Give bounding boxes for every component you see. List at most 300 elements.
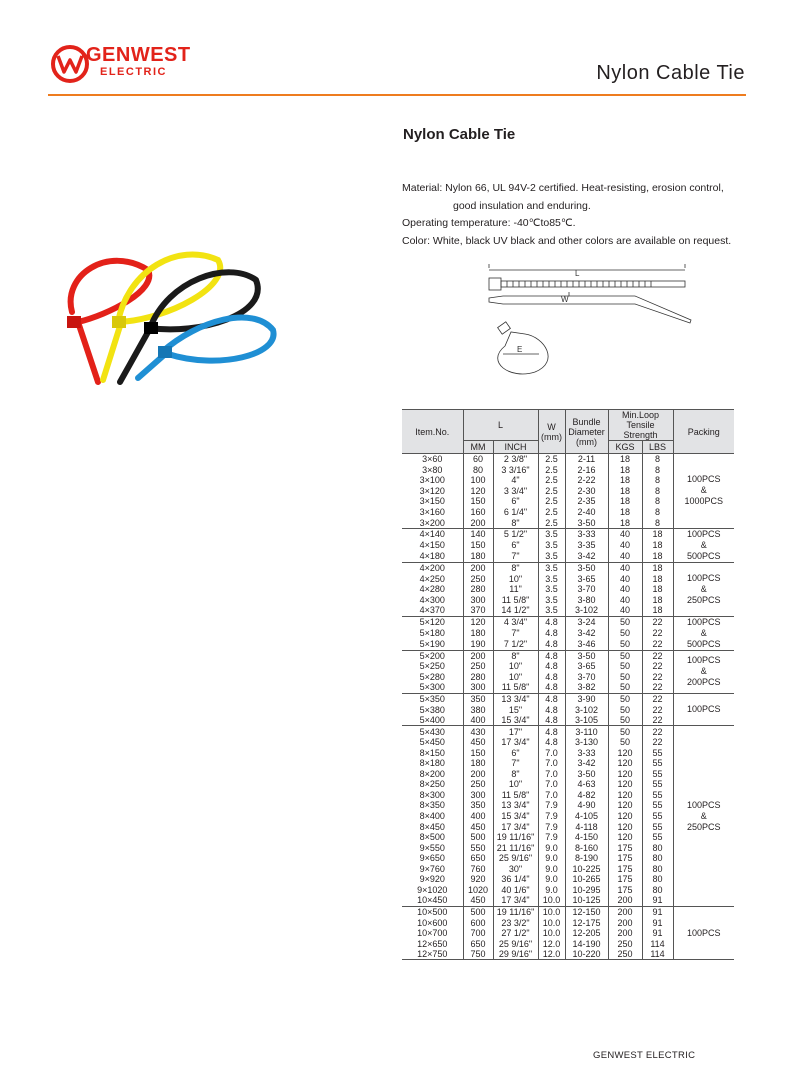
cell-item-no: 5×430 [419,726,445,737]
cell-tensile-kgs: 18 [608,496,642,507]
cell-tensile-lbs: 22 [642,726,673,737]
cell-length-inch: 4 3/4" [493,616,538,628]
cell-item-no: 8×150 [419,747,445,758]
cell-tensile-lbs: 18 [642,573,673,584]
packing-line: & [700,539,707,550]
cell-tensile-lbs: 22 [642,715,673,726]
cell-bundle-diameter: 3-50 [565,517,608,528]
cell-length-inch: 15 3/4" [493,715,538,726]
cell-width-mm: 7.9 [538,821,565,832]
cell-length-mm: 200 [463,562,493,573]
cell-packing [673,726,734,906]
cell-length-mm: 370 [463,605,493,616]
cell-width-mm: 3.5 [538,584,565,595]
packing-line: 200PCS [687,677,721,688]
cell-item-no: 4×180 [402,551,463,563]
cell-item-no: 4×250 [419,573,445,584]
cell-tensile-lbs: 55 [642,747,673,758]
cell-length-inch: 13 3/4" [493,800,538,811]
cell-length-mm: 300 [463,790,493,801]
cell-tensile-kgs: 40 [608,584,642,595]
cell-length-inch: 2 3/8" [493,454,538,465]
cell-tensile-kgs: 175 [608,874,642,885]
table-row [402,528,734,540]
cell-width-mm: 4.8 [538,704,565,715]
cell-item-no: 5×450 [419,737,445,748]
cell-item-no: 8×450 [419,821,445,832]
cell-length-inch: 7 1/2" [493,639,538,651]
packing-line: 1000PCS [684,496,724,507]
cell-tensile-lbs: 8 [642,465,673,476]
cell-tensile-kgs: 40 [608,573,642,584]
cell-length-inch: 8" [493,562,538,573]
spec-material: Material: Nylon 66, UL 94V-2 certified. Heat-resisting, erosion control, [402,182,724,194]
cell-item-no: 10×450 [402,895,463,906]
cell-length-inch: 8" [493,650,538,661]
cell-item-no: 5×400 [402,715,463,726]
cell-item-no: 10×600 [417,917,448,928]
packing-line: 250PCS [687,594,721,605]
spec-table-body [402,454,734,960]
cell-tensile-kgs: 50 [608,639,642,651]
cell-width-mm: 2.5 [538,454,565,465]
cell-item-no: 12×750 [402,949,463,960]
cell-width-mm: 3.5 [538,573,565,584]
cell-width-mm: 4.8 [538,639,565,651]
cell-bundle-diameter: 8-160 [565,842,608,853]
cell-tensile-kgs: 250 [608,949,642,960]
cell-length-inch: 3 3/4" [493,486,538,497]
packing-line: 100PCS [687,572,721,583]
spec-operating-temperature: Operating temperature: -40℃to85℃. [402,217,576,229]
cell-length-mm: 400 [463,715,493,726]
cell-tensile-lbs: 55 [642,832,673,843]
cell-item-no: 10×500 [417,906,448,917]
cell-width-mm: 3.5 [538,540,565,551]
table-row [402,693,734,704]
cell-tensile-kgs: 200 [608,906,642,917]
page-header-title: Nylon Cable Tie [596,62,745,84]
cell-item-no: 3×150 [419,496,445,507]
cell-bundle-diameter: 3-33 [565,747,608,758]
cell-length-mm: 1020 [463,885,493,896]
cell-length-mm: 100 [463,475,493,486]
cell-packing [673,454,734,529]
cell-tensile-kgs: 120 [608,811,642,822]
cell-length-mm: 120 [463,616,493,628]
cell-width-mm: 3.5 [538,528,565,540]
cell-width-mm: 2.5 [538,486,565,497]
cell-item-no: 8×300 [419,789,445,800]
cell-item-no: 5×300 [402,682,463,693]
packing-line: 100PCS [687,474,721,485]
cell-tensile-lbs: 18 [642,594,673,605]
cell-item-no: 3×100 [419,475,445,486]
cell-length-mm: 450 [463,895,493,906]
cell-length-inch: 4" [493,475,538,486]
cell-tensile-lbs: 8 [642,517,673,528]
cell-width-mm: 7.9 [538,832,565,843]
cell-length-inch: 8" [493,517,538,528]
cell-tensile-lbs: 8 [642,454,673,465]
packing-line: 100PCS [687,528,721,539]
packing-line: 500PCS [687,638,721,649]
header-lbs: LBS [642,441,673,454]
drawing-label-e: E [517,345,523,354]
cell-item-no: 3×160 [419,507,445,517]
cell-item-no: 4×200 [419,563,445,574]
cell-packing [673,693,734,726]
cell-length-mm: 250 [463,573,493,584]
cell-tensile-lbs: 22 [642,639,673,651]
cell-length-inch: 30" [493,864,538,875]
cell-packing [673,528,734,562]
cell-width-mm: 10.0 [538,906,565,917]
cell-tensile-lbs: 55 [642,811,673,822]
cell-width-mm: 4.8 [538,672,565,683]
cell-tensile-lbs: 80 [642,885,673,896]
cell-item-no: 5×200 [419,650,445,661]
logo-brand-name: GENWEST [86,44,191,66]
cell-bundle-diameter: 3-110 [565,726,608,737]
cell-bundle-diameter: 4-105 [565,811,608,822]
cell-item-no: 5×380 [419,704,445,715]
cell-tensile-kgs: 200 [608,917,642,928]
cell-tensile-lbs: 22 [642,704,673,715]
cell-length-inch: 11" [493,584,538,595]
cell-tensile-kgs: 18 [608,454,642,465]
packing-line: 100PCS [687,655,721,666]
cell-length-mm: 250 [463,661,493,672]
cell-item-no: 8×180 [419,758,445,769]
cell-tensile-kgs: 18 [608,465,642,476]
cell-bundle-diameter: 4-90 [565,800,608,811]
cell-length-mm: 200 [463,769,493,780]
cell-tensile-kgs: 50 [608,661,642,672]
cell-bundle-diameter: 2-35 [565,496,608,507]
header-tensile-strength: Min.Loop Tensile Strength [608,410,673,441]
cell-bundle-diameter: 2-22 [565,475,608,486]
cell-width-mm: 7.0 [538,758,565,769]
cell-length-inch: 13 3/4" [493,693,538,704]
cell-width-mm: 9.0 [538,885,565,896]
cell-bundle-diameter: 3-90 [565,693,608,704]
table-row [402,650,734,661]
cell-tensile-kgs: 40 [608,551,642,563]
cell-tensile-lbs: 55 [642,800,673,811]
cell-tensile-lbs: 18 [642,605,673,616]
cell-width-mm: 7.0 [538,790,565,801]
cell-length-mm: 400 [463,811,493,822]
cell-bundle-diameter: 3-46 [565,639,608,651]
cell-bundle-diameter: 4-150 [565,832,608,843]
cell-width-mm: 2.5 [538,475,565,486]
cell-tensile-lbs: 18 [642,562,673,573]
cell-bundle-diameter: 3-42 [565,758,608,769]
cell-item-no: 9×650 [419,853,445,864]
cell-tensile-kgs: 40 [608,528,642,540]
cell-length-mm: 430 [463,726,493,737]
cable-tie-spec-table [402,409,734,960]
cell-item-no: 9×550 [419,842,445,853]
table-row [402,562,734,573]
drawing-label-w: W [561,295,569,304]
footer-brand: GENWEST ELECTRIC [593,1050,696,1061]
cell-tensile-lbs: 18 [642,551,673,563]
cell-bundle-diameter: 4-63 [565,779,608,790]
cell-bundle-diameter: 10-220 [565,949,608,960]
cell-item-no: 12×650 [417,938,448,949]
header-kgs: KGS [608,441,642,454]
cell-tensile-kgs: 50 [608,726,642,737]
cell-length-inch: 8" [493,769,538,780]
cell-length-inch: 6" [493,540,538,551]
cell-width-mm: 4.8 [538,661,565,672]
table-row [402,454,734,465]
header-width: W (mm) [538,410,565,454]
cell-tensile-kgs: 250 [608,938,642,949]
product-title: Nylon Cable Tie [403,126,516,143]
cell-width-mm: 3.5 [538,605,565,616]
cell-bundle-diameter: 3-80 [565,594,608,605]
table-row [402,616,734,628]
cell-bundle-diameter: 3-24 [565,616,608,628]
cell-item-no: 5×280 [419,671,445,682]
cell-width-mm: 7.0 [538,747,565,758]
cell-length-mm: 80 [463,465,493,476]
cell-length-inch: 5 1/2" [493,528,538,540]
cell-length-mm: 550 [463,842,493,853]
table-row [402,726,734,737]
cell-width-mm: 4.8 [538,715,565,726]
cell-bundle-diameter: 2-11 [565,454,608,465]
cell-length-mm: 200 [463,650,493,661]
cell-length-inch: 11 5/8" [493,790,538,801]
cell-width-mm: 4.8 [538,737,565,748]
cell-tensile-lbs: 114 [642,949,673,960]
cell-item-no: 8×250 [419,779,445,790]
cell-length-inch: 25 9/16" [493,853,538,864]
cell-width-mm: 12.0 [538,938,565,949]
cell-width-mm: 4.8 [538,628,565,639]
cell-bundle-diameter: 4-82 [565,790,608,801]
cell-length-inch: 7" [493,628,538,639]
cell-tensile-lbs: 8 [642,475,673,486]
cell-item-no: 10×700 [417,928,448,939]
cell-item-no: 4×150 [419,540,445,551]
cell-tensile-lbs: 114 [642,938,673,949]
cell-bundle-diameter: 12-175 [565,917,608,928]
cell-bundle-diameter: 3-102 [565,605,608,616]
cell-item-no: 3×80 [422,464,443,475]
cell-tensile-lbs: 55 [642,779,673,790]
cell-bundle-diameter: 2-40 [565,507,608,518]
cell-length-mm: 650 [463,938,493,949]
cell-item-no: 3×60 [422,454,443,465]
cell-bundle-diameter: 8-190 [565,853,608,864]
cell-length-inch: 10" [493,573,538,584]
cell-width-mm: 9.0 [538,874,565,885]
cell-tensile-lbs: 55 [642,790,673,801]
header-item-no: Item.No. [402,410,463,454]
cell-length-mm: 700 [463,928,493,939]
cell-bundle-diameter: 10-225 [565,864,608,875]
packing-line: & [700,810,707,821]
cell-length-mm: 190 [463,639,493,651]
cell-bundle-diameter: 3-102 [565,704,608,715]
cell-bundle-diameter: 3-65 [565,573,608,584]
cell-tensile-lbs: 22 [642,650,673,661]
cell-width-mm: 4.8 [538,693,565,704]
cell-length-mm: 250 [463,779,493,790]
cell-width-mm: 10.0 [538,928,565,939]
packing-line: & [700,485,707,496]
cell-tensile-kgs: 40 [608,540,642,551]
cell-tensile-lbs: 18 [642,540,673,551]
cell-bundle-diameter: 3-105 [565,715,608,726]
cell-length-inch: 17 3/4" [493,895,538,906]
cell-tensile-kgs: 40 [608,605,642,616]
packing-line: 100PCS [687,927,721,938]
cell-tensile-lbs: 55 [642,769,673,780]
cell-tensile-kgs: 40 [608,594,642,605]
cell-length-mm: 450 [463,737,493,748]
cell-length-inch: 3 3/16" [493,465,538,476]
cell-length-mm: 60 [463,454,493,465]
cell-width-mm: 3.5 [538,594,565,605]
cell-tensile-lbs: 22 [642,616,673,628]
cell-bundle-diameter: 10-295 [565,885,608,896]
cell-bundle-diameter: 3-65 [565,661,608,672]
packing-line: 500PCS [687,550,721,561]
cell-length-mm: 600 [463,917,493,928]
cell-width-mm: 3.5 [538,562,565,573]
cell-item-no: 4×140 [419,529,445,540]
cell-tensile-kgs: 120 [608,790,642,801]
cell-width-mm: 9.0 [538,842,565,853]
cell-tensile-kgs: 120 [608,747,642,758]
cell-bundle-diameter: 3-35 [565,540,608,551]
header-packing: Packing [673,410,734,454]
cell-tensile-kgs: 200 [608,895,642,906]
cell-tensile-kgs: 175 [608,885,642,896]
cell-bundle-diameter: 3-50 [565,650,608,661]
cell-tensile-kgs: 120 [608,832,642,843]
cell-length-inch: 15 3/4" [493,811,538,822]
cell-length-inch: 19 11/16" [493,906,538,917]
cell-width-mm: 2.5 [538,507,565,518]
cell-tensile-kgs: 120 [608,821,642,832]
header-mm: MM [463,441,493,454]
cell-bundle-diameter: 3-70 [565,672,608,683]
packing-line: 100PCS [687,704,721,715]
cell-tensile-lbs: 91 [642,917,673,928]
cell-length-mm: 120 [463,486,493,497]
table-row [402,906,734,917]
cell-item-no: 8×500 [419,832,445,843]
cell-bundle-diameter: 3-42 [565,551,608,563]
cell-tensile-lbs: 80 [642,853,673,864]
cell-width-mm: 4.8 [538,682,565,693]
cell-length-mm: 150 [463,540,493,551]
cell-length-mm: 650 [463,853,493,864]
cell-width-mm: 7.9 [538,811,565,822]
cell-tensile-kgs: 50 [608,616,642,628]
cell-length-mm: 350 [463,800,493,811]
cell-tensile-kgs: 50 [608,693,642,704]
cell-tensile-kgs: 18 [608,475,642,486]
cell-item-no: 9×760 [419,863,445,874]
cable-tie-dimension-drawing [485,262,695,382]
cell-length-inch: 19 11/16" [493,832,538,843]
cell-width-mm: 2.5 [538,465,565,476]
cell-bundle-diameter: 14-190 [565,938,608,949]
cell-width-mm: 12.0 [538,949,565,960]
cell-width-mm: 10.0 [538,917,565,928]
cell-length-inch: 36 1/4" [493,874,538,885]
cell-length-inch: 15" [493,704,538,715]
cell-item-no: 3×200 [402,517,463,528]
cell-length-mm: 380 [463,704,493,715]
cell-packing [673,562,734,616]
header-length: L [463,410,538,441]
cell-tensile-lbs: 55 [642,758,673,769]
header-bundle-diameter: Bundle Diameter (mm) [565,410,608,454]
cell-item-no: 9×920 [419,874,445,885]
cell-tensile-lbs: 80 [642,842,673,853]
cable-ties-photo [58,250,286,390]
cell-tensile-kgs: 18 [608,517,642,528]
cell-tensile-lbs: 22 [642,628,673,639]
cell-length-mm: 180 [463,628,493,639]
packing-line: 250PCS [687,821,721,832]
cell-length-inch: 6" [493,496,538,507]
cell-length-mm: 160 [463,507,493,518]
header-inch: INCH [493,441,538,454]
cell-length-mm: 280 [463,672,493,683]
cell-tensile-kgs: 120 [608,769,642,780]
cell-length-inch: 7" [493,551,538,563]
cell-bundle-diameter: 3-42 [565,628,608,639]
cell-length-mm: 150 [463,747,493,758]
cell-length-mm: 500 [463,906,493,917]
cell-bundle-diameter: 10-125 [565,895,608,906]
cell-item-no: 8×400 [419,811,445,822]
cell-width-mm: 10.0 [538,895,565,906]
cell-bundle-diameter: 12-205 [565,928,608,939]
cell-bundle-diameter: 3-130 [565,737,608,748]
cell-tensile-lbs: 18 [642,584,673,595]
cell-item-no: 5×190 [402,639,463,651]
cell-item-no: 8×200 [419,768,445,779]
cell-bundle-diameter: 10-265 [565,874,608,885]
cell-length-mm: 750 [463,949,493,960]
cell-bundle-diameter: 3-50 [565,769,608,780]
cell-width-mm: 9.0 [538,853,565,864]
cell-length-mm: 280 [463,584,493,595]
cell-length-inch: 17 3/4" [493,821,538,832]
cell-bundle-diameter: 3-70 [565,584,608,595]
cell-item-no: 5×250 [419,661,445,672]
cell-packing [673,650,734,693]
cell-bundle-diameter: 12-150 [565,906,608,917]
cell-length-mm: 350 [463,693,493,704]
cell-tensile-kgs: 175 [608,864,642,875]
cell-tensile-lbs: 8 [642,496,673,507]
cell-width-mm: 7.9 [538,800,565,811]
cell-length-mm: 200 [463,517,493,528]
cell-length-inch: 29 9/16" [493,949,538,960]
